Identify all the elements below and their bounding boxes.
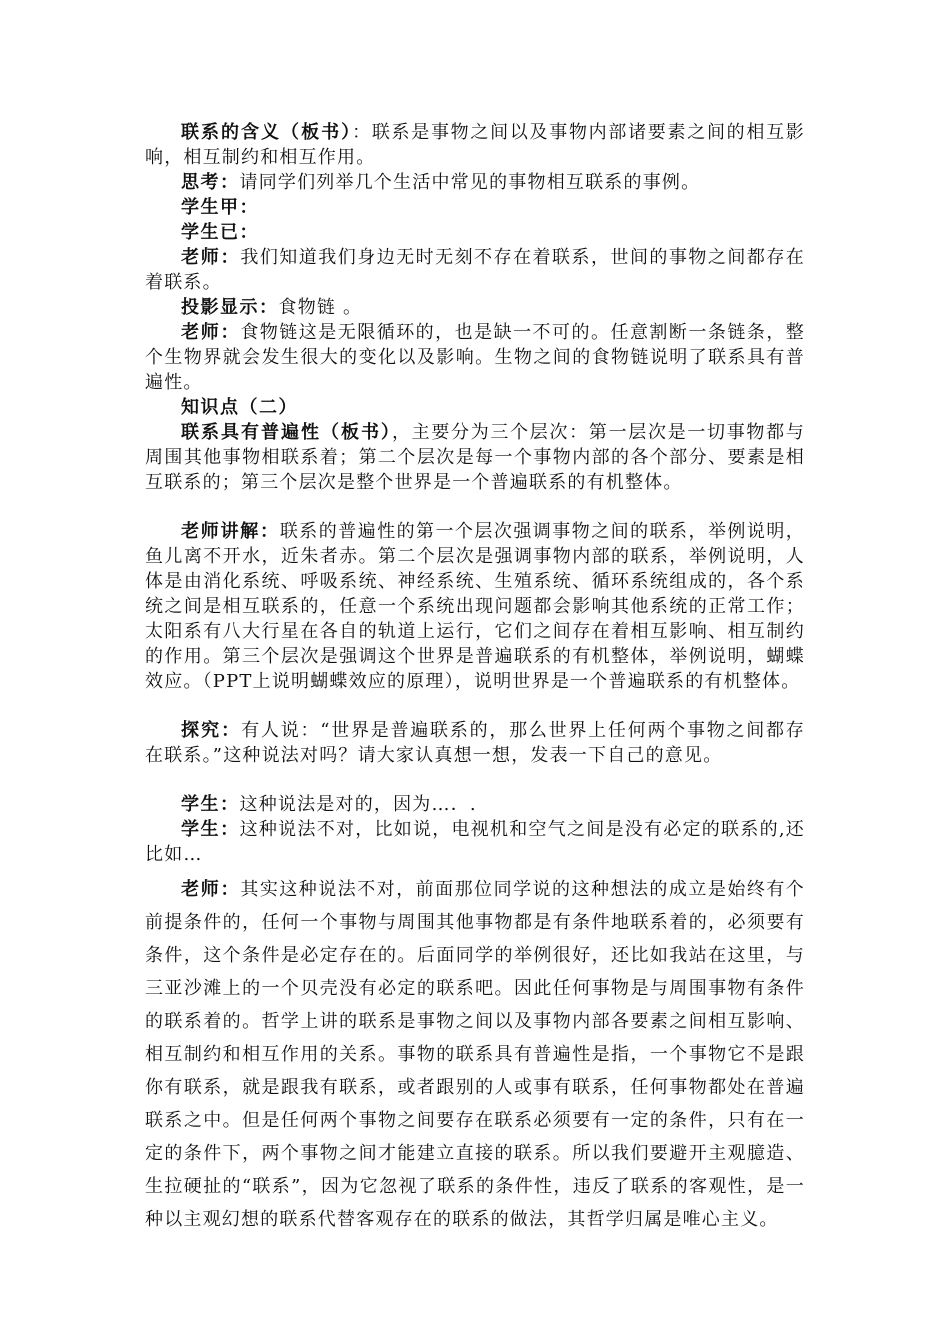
paragraph-label: 学生： [181,819,240,840]
paragraph-student-1 [145,792,805,817]
paragraph-text: 食物链这是无限循环的，也是缺一不可的。任意割断一条链条，整个生物界就会发生很大的变化以及影响。生物之间的食物链说明了联系具有普遍性。 [145,322,806,393]
paragraph-text: 其实这种说法不对，前面那位同学说的这种想法的成立是始终有个前提条件的，任何一个事物与周围其他事物都是有条件地联系着的，必须要有条件，这个条件是必定存在的。后面同学的举例很好，还比如我站在这里，与三亚沙滩上的一个贝壳没有必定的联系吧。因此任何事物是与周围事物有条件的联系着的。哲学上讲的联系是事物之间以及事物内部各要素之间相互影响、相互制约和相互作用的关系。事物的联系具有普遍性是指，一个事物它不是跟你有联系，就是跟我有联系，或者跟别的人或事有联系，任何事物都处在普遍联系之中。但是任何两个事物之间要存在联系必须要有一定的条件，只有在一定的条件下，两个事物之间才能建立直接的联系。所以我们要避开主观臆造、生拉硬扯的“联系”，因为它忽视了联系的条件性，违反了联系的客观性，是一种以主观幻想的联系代替客观存在的联系的做法，其哲学归属是唯心主义。 [145,879,806,1230]
paragraph-text: 食物链 。 [278,297,363,318]
paragraph-label: 老师： [181,322,241,343]
paragraph-label: 老师： [181,247,241,268]
paragraph-definition [145,120,805,170]
paragraph-student-a [145,195,805,220]
paragraph-text: 这种说法是对的，因为…．. [239,794,477,815]
paragraph-student-2 [145,817,805,867]
paragraph-label: 联系的含义（板书） [181,122,353,143]
paragraph-label: 老师讲解： [181,521,280,542]
paragraph-label: 知识点（二） [181,397,298,418]
paragraph-text: ，主要分为三个层次：第一层次是一切事物都与周围其他事物相联系着；第二个层次是每一个事物内部的各个部分、要素是相互联系的；第三个层次是整个世界是一个普遍联系的有机整体。 [145,422,806,493]
paragraph-teacher-2 [145,320,805,395]
paragraph-explore [145,718,805,768]
paragraph-teacher-1 [145,245,805,295]
paragraph-text: 联系的普遍性的第一个层次强调事物之间的联系，举例说明，鱼儿离不开水，近朱者赤。第二个层次是强调事物内部的联系，举例说明，人体是由消化系统、呼吸系统、神经系统、生殖系统、循环系统组成的，各个系统之间是相互联系的，任意一个系统出现问题都会影响其他系统的正常工作；太阳系有八大行星在各自的轨道上运行，它们之间存在着相互影响、相互制约的作用。第三个层次是强调这个世界是普遍联系的有机整体，举例说明，蝴蝶效应。（PPT上说明蝴蝶效应的原理），说明世界是一个普遍联系的有机整体。 [145,521,805,692]
paragraph-label: 联系具有普遍性（板书） [181,422,392,443]
paragraph-teacher-explain [145,519,805,694]
paragraph-text: 有人说：“世界是普遍联系的，那么世界上任何两个事物之间都存在联系。”这种说法对吗？请大家认真想一想，发表一下自己的意见。 [145,720,806,766]
paragraph-student-b [145,220,805,245]
paragraph-label: 老师： [181,879,241,900]
paragraph-teacher-3 [145,873,805,1236]
paragraph-think [145,170,805,195]
paragraph-label: 思考： [181,172,240,193]
paragraph-text: ：联系是事物之间以及事物内部诸要素之间的相互影响，相互制约和相互作用。 [145,122,805,168]
paragraph-label: 学生已： [181,222,259,243]
paragraph-label: 探究： [181,720,242,741]
paragraph-projection [145,295,805,320]
paragraph-text: 这种说法不对，比如说，电视机和空气之间是没有必定的联系的,还比如… [145,819,806,865]
paragraph-label: 学生甲： [181,197,259,218]
section-heading [145,395,805,420]
paragraph-label: 投影显示： [181,297,279,318]
paragraph-text: 请同学们列举几个生活中常见的事物相互联系的事例。 [239,172,701,193]
paragraph-universality [145,420,805,495]
paragraph-text: 我们知道我们身边无时无刻不存在着联系，世间的事物之间都存在着联系。 [145,247,806,293]
paragraph-label: 学生： [181,794,240,815]
document-body [145,120,805,1236]
